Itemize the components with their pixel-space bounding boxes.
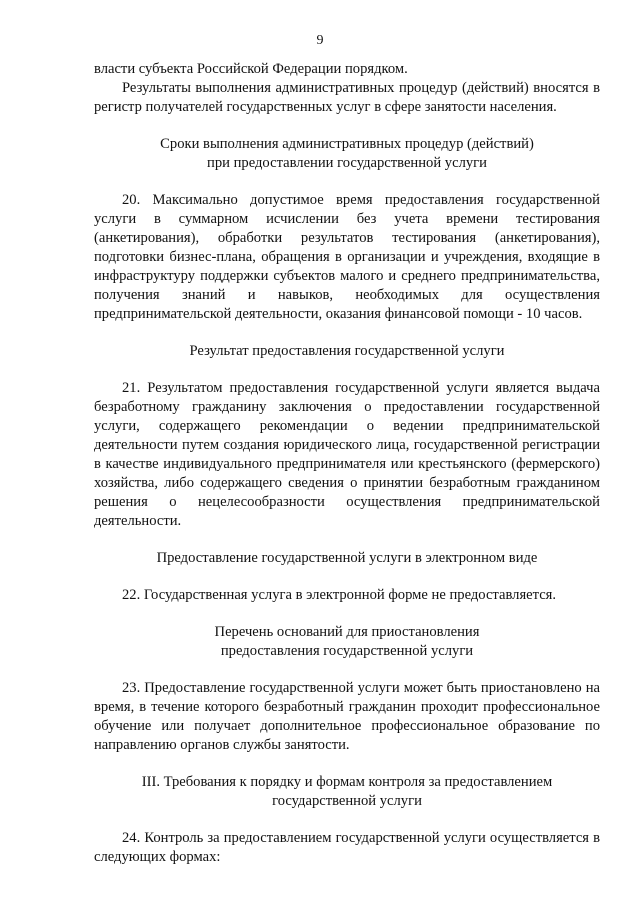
page-content bbox=[94, 60, 600, 867]
heading-suspension-line-1: Перечень оснований для приостановления bbox=[214, 624, 480, 640]
page-number: 9 bbox=[316, 33, 324, 48]
paragraph-results-registry: Результаты выполнения административных процедур (действий) вносятся в регистр получателей государственных услуг в сфере занятости населения. bbox=[94, 80, 600, 115]
heading-section-3-line-2: государственной услуги bbox=[272, 793, 422, 809]
heading-deadlines-line-2: при предоставлении государственной услуги bbox=[207, 155, 487, 171]
heading-electronic: Предоставление государственной услуги в электронном виде bbox=[156, 550, 538, 566]
heading-deadlines-line-1: Сроки выполнения административных процедур (действий) bbox=[160, 136, 534, 152]
heading-section-3-line-1: III. Требования к порядку и формам контроля за предоставлением bbox=[141, 774, 553, 790]
heading-suspension-line-2: предоставления государственной услуги bbox=[220, 643, 474, 659]
paragraph-21: 21. Результатом предоставления государственной услуги является выдача безработному гражданину заключения о предоставлении государственной услуги, содержащего рекомендации о ведении предпринимательской деятельности путем создания юридического лица, государственной регистрации в качестве индивидуального предпринимателя или крестьянского (фермерского) хозяйства, либо содержащего сведения о принятии безработным гражданином решения о нецелесообразности осуществления предпринимательской деятельности. bbox=[94, 380, 600, 529]
paragraph-continuation: власти субъекта Российской Федерации порядком. bbox=[94, 61, 408, 77]
paragraph-24: 24. Контроль за предоставлением государственной услуги осуществляется в следующих формах: bbox=[94, 830, 600, 865]
paragraph-22: 22. Государственная услуга в электронной форме не предоставляется. bbox=[122, 587, 557, 603]
paragraph-20: 20. Максимально допустимое время предоставления государственной услуги в суммарном исчислении без учета времени тестирования (анкетирования), обработки результатов тестирования (анкетирования), подготовки бизнес-плана, обращения в организации и учреждения, входящие в инфраструктуру поддержки субъектов малого и среднего предпринимательства, получения знаний и навыков, необходимых для осуществления предпринимательской деятельности, оказания финансовой помощи - 10 часов. bbox=[94, 192, 600, 322]
heading-result: Результат предоставления государственной услуги bbox=[189, 343, 505, 359]
paragraph-23: 23. Предоставление государственной услуги может быть приостановлено на время, в течение которого безработный гражданин проходит профессиональное обучение или получает дополнительное профессиональное образование по направлению органов службы занятости. bbox=[94, 680, 600, 753]
